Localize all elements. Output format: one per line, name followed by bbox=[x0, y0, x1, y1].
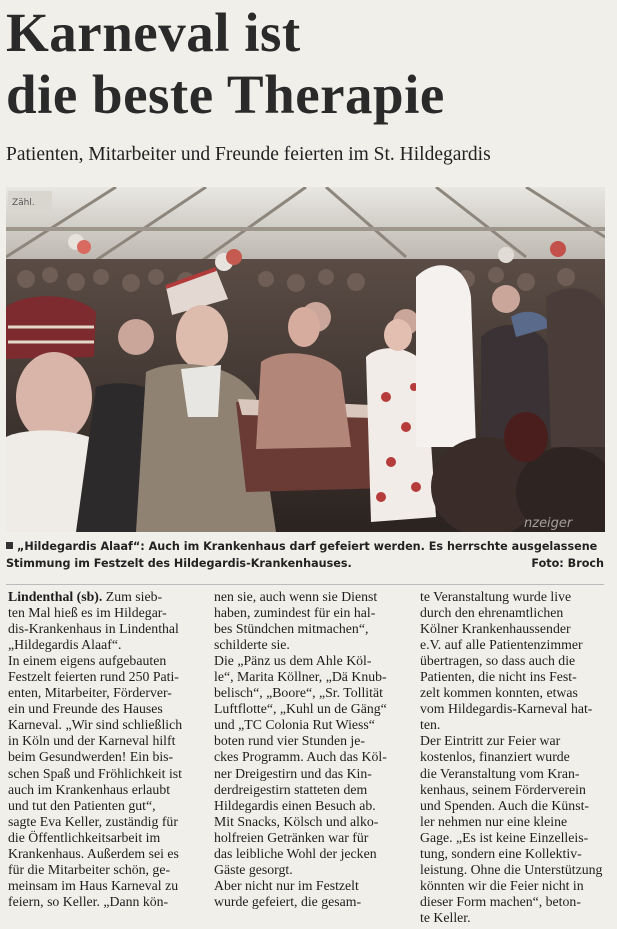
divider bbox=[6, 584, 604, 585]
article-line: In einem eigens aufgebauten bbox=[8, 653, 167, 669]
article-line: Patienten, die nicht ins Fest- bbox=[420, 669, 577, 685]
article-line: die Veranstaltung vom Kran- bbox=[420, 765, 580, 781]
article-line: sagte Eva Keller, zuständig für bbox=[8, 813, 178, 829]
article-line: Gäste gesorgt. bbox=[214, 861, 293, 877]
article-line: Karneval. „Wir sind schließlich bbox=[8, 717, 183, 733]
article-line: tung, sondern eine Kollektiv- bbox=[420, 845, 582, 861]
article-line: e.V. auf alle Patientenzimmer bbox=[420, 637, 583, 653]
article-line: enten, Mitarbeiter, Förderver- bbox=[8, 685, 172, 701]
article-line: te Veranstaltung wurde live bbox=[420, 589, 572, 604]
article-line: leistung. Ohne die Unterstützung bbox=[420, 861, 603, 877]
article-line: könnten wir die Feier nicht in bbox=[420, 877, 584, 893]
article-line: übertragen, so dass auch die bbox=[420, 653, 576, 669]
article-line: vom Hildegardis-Karneval hat- bbox=[420, 701, 593, 717]
article-line: kostenlos, finanziert wurde bbox=[420, 749, 570, 765]
article-line: kenhaus, seinem Förderverein bbox=[420, 781, 586, 797]
article-line: durch den ehrenamtlichen bbox=[420, 605, 564, 621]
article-line: „Hildegardis Alaaf“. bbox=[8, 637, 122, 653]
tent-sign-text: Zähl. bbox=[12, 198, 35, 208]
headline bbox=[6, 2, 606, 126]
article-line: auch im Krankenhaus erlaubt bbox=[8, 781, 171, 797]
article-line: ner Dreigestirn und das Kin- bbox=[214, 765, 372, 781]
article-line: und Spenden. Auch die Künst- bbox=[420, 797, 589, 813]
article-line: derdreigestirn statteten dem bbox=[214, 781, 368, 797]
caption-bullet-icon bbox=[6, 542, 13, 549]
article-line: bes Stündchen mitmachen“, bbox=[214, 621, 369, 637]
article-line: ten Mal hieß es im Hildegar- bbox=[8, 605, 167, 621]
article-line: dieser Form machen“, beton- bbox=[420, 893, 581, 909]
article-line: haben, zumindest für ein hal- bbox=[214, 605, 376, 621]
article-line: feiern, so Keller. „Dann kön- bbox=[8, 893, 169, 909]
article-line: schen Spaß und Fröhlichkeit ist bbox=[8, 765, 182, 781]
carnival-photo-illustration bbox=[6, 187, 605, 532]
photo-watermark: nzeiger bbox=[524, 516, 573, 531]
article-line: Gage. „Es ist keine Einzelleis- bbox=[420, 829, 589, 845]
article-line: in Köln und der Karneval hilft bbox=[8, 733, 176, 749]
photo-caption bbox=[6, 538, 604, 572]
article-line: ckes Programm. Auch das Köl- bbox=[214, 749, 387, 765]
article-line: Kölner Krankenhaussender bbox=[420, 621, 571, 637]
article-line: le“, Marita Köllner, „Dä Knub- bbox=[214, 669, 387, 685]
photo-credit: Foto: Broch bbox=[531, 557, 604, 570]
article-line: dis-Krankenhaus in Lindenthal bbox=[8, 621, 179, 637]
article-line: schilderte sie. bbox=[214, 637, 290, 653]
article-column-1 bbox=[8, 589, 198, 910]
article-line: die Öffentlichkeitsarbeit im bbox=[8, 829, 161, 845]
article-line: belisch“, „Boore“, „Sr. Tollität bbox=[214, 685, 383, 701]
article-line: Hildegardis einen Besuch ab. bbox=[214, 797, 376, 813]
article-line: meinsam im Haus Karneval zu bbox=[8, 877, 179, 893]
article-line: ein und Freunde des Hauses bbox=[8, 701, 163, 717]
article-line: das leibliche Wohl der jecken bbox=[214, 845, 377, 861]
article-line: Aber nicht nur im Festzelt bbox=[214, 877, 359, 893]
article-line: Krankenhaus. Außerdem sei es bbox=[8, 845, 179, 861]
article-line: beim Gesundwerden! Ein bis- bbox=[8, 749, 174, 765]
headline-line-2: die beste Therapie bbox=[6, 64, 445, 125]
carnival-photo bbox=[6, 187, 605, 532]
article-line: für die Mitarbeiter schön, ge- bbox=[8, 861, 171, 877]
headline-line-1: Karneval ist bbox=[6, 2, 301, 63]
article-column-3 bbox=[420, 589, 610, 926]
article-dateline: Lindenthal (sb). bbox=[8, 589, 103, 604]
article-line: holfreien Getränken war für bbox=[214, 829, 369, 845]
article-line: ten. bbox=[420, 717, 441, 733]
article-line: te Keller. bbox=[420, 909, 471, 925]
article-line: Die „Pänz us dem Ahle Köl- bbox=[214, 653, 372, 669]
article-line: boten rund vier Stunden je- bbox=[214, 733, 365, 749]
article-line: Festzelt feierten rund 250 Pati- bbox=[8, 669, 179, 685]
caption-line-1: „Hildegardis Alaaf“: Auch im Krankenhaus darf gefeiert werden. Es herrschte ausgelassene bbox=[17, 540, 598, 553]
article-line: und „TC Colonia Rut Wiess“ bbox=[214, 717, 375, 733]
article-line: wurde gefeiert, die gesam- bbox=[214, 893, 362, 909]
article-line: zelt kommen konnten, etwas bbox=[420, 685, 578, 701]
article-line: nen sie, auch wenn sie Dienst bbox=[214, 589, 378, 604]
article-line: Der Eintritt zur Feier war bbox=[420, 733, 561, 749]
article-line: Mit Snacks, Kölsch und alko- bbox=[214, 813, 379, 829]
caption-line-2: Stimmung im Festzelt des Hildegardis-Krankenhauses. bbox=[6, 557, 352, 570]
subheadline: Patienten, Mitarbeiter und Freunde feierten im St. Hildegardis bbox=[6, 144, 491, 165]
article-line: ler nehmen nur eine kleine bbox=[420, 813, 568, 829]
article-line: und tut den Patienten gut“, bbox=[8, 797, 156, 813]
article-line: Lindenthal (sb). Zum sieb- bbox=[8, 589, 163, 604]
article-column-2 bbox=[214, 589, 404, 910]
article-line: Luftflotte“, „Kuhl un de Gäng“ bbox=[214, 701, 387, 717]
